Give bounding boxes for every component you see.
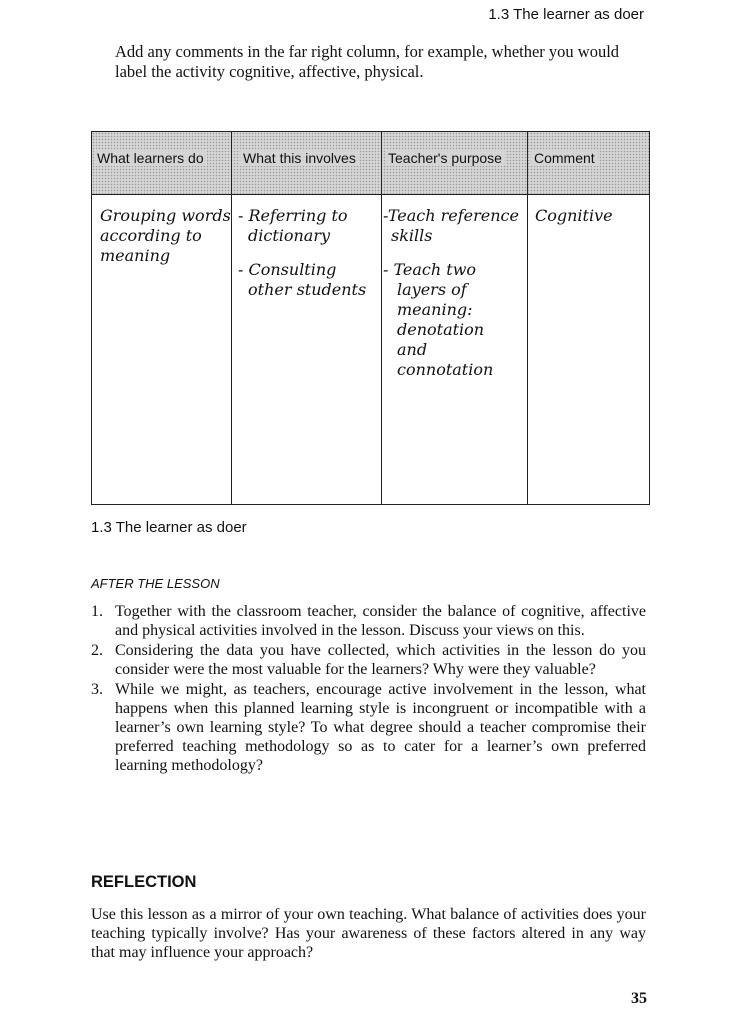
cell-what-this-involves [238,206,366,314]
handwritten-line: and [397,340,428,359]
handwritten-line: meaning: [397,300,473,319]
handwritten-line: - Referring to [238,206,348,225]
page-number: 35 [631,990,647,1007]
column-divider [381,132,382,504]
question-text: While we might, as teachers, encourage active involvement in the lesson, what happens when this planned learning style is incongruent or incompatible with a learner’s own learning style? To what degree should a teacher compromise their preferred teaching methodology so as to cater for a learner’s own preferred learning methodology? [115,681,646,774]
cell-teachers-purpose [383,206,519,394]
header-what-learners-do: What learners do [94,150,207,166]
reflection-paragraph: Use this lesson as a mirror of your own teaching. What balance of activities does your teaching typically involve? Has your awareness of these factors altered in any way that may influence your approach? [91,906,646,961]
handwritten-line: other students [248,280,367,299]
handwritten-line: according to [100,226,202,245]
list-item [238,260,366,300]
column-divider [527,132,528,504]
handwritten-line: layers of [397,280,467,299]
question-text: Together with the classroom teacher, consider the balance of cognitive, affective and physical activities involved in the lesson. Discuss your views on this. [115,603,646,639]
header-comment: Comment [531,150,598,166]
list-item [383,206,519,246]
question-number: 3. [91,681,103,698]
cell-comment [535,206,613,226]
section-heading-after-the-lesson: AFTER THE LESSON [91,576,220,591]
handwritten-line: meaning [100,246,171,265]
cell-what-learners-do [100,206,231,266]
list-item [91,602,646,640]
handwritten-line: skills [391,226,433,245]
reflection-heading: REFLECTION [91,873,197,891]
intro-paragraph: Add any comments in the far right column, for example, whether you would label the activity cognitive, affective, physical. [115,42,620,81]
list-item [91,680,646,775]
list-item [238,206,366,246]
column-divider [231,132,232,504]
handwritten-line: connotation [397,360,494,379]
handwritten-line: Cognitive [535,206,613,225]
observation-table [91,131,650,505]
list-item [91,641,646,679]
header-teachers-purpose: Teacher's purpose [385,150,505,166]
handwritten-line: -Teach reference [383,206,519,225]
header-what-this-involves: What this involves [240,150,359,166]
question-number: 1. [91,603,103,620]
question-number: 2. [91,642,103,659]
question-list [91,602,646,776]
list-item [383,260,519,380]
handwritten-line: denotation [397,320,485,339]
handwritten-line: Grouping words [100,206,231,225]
handwritten-line: - Teach two [383,260,477,279]
handwritten-line: dictionary [248,226,331,245]
question-text: Considering the data you have collected, which activities in the lesson do you consider were the most valuable for the learners? Why were they valuable? [115,642,646,678]
handwritten-line: - Consulting [238,260,337,279]
running-head: 1.3 The learner as doer [488,6,644,23]
table-caption: 1.3 The learner as doer [91,519,247,536]
